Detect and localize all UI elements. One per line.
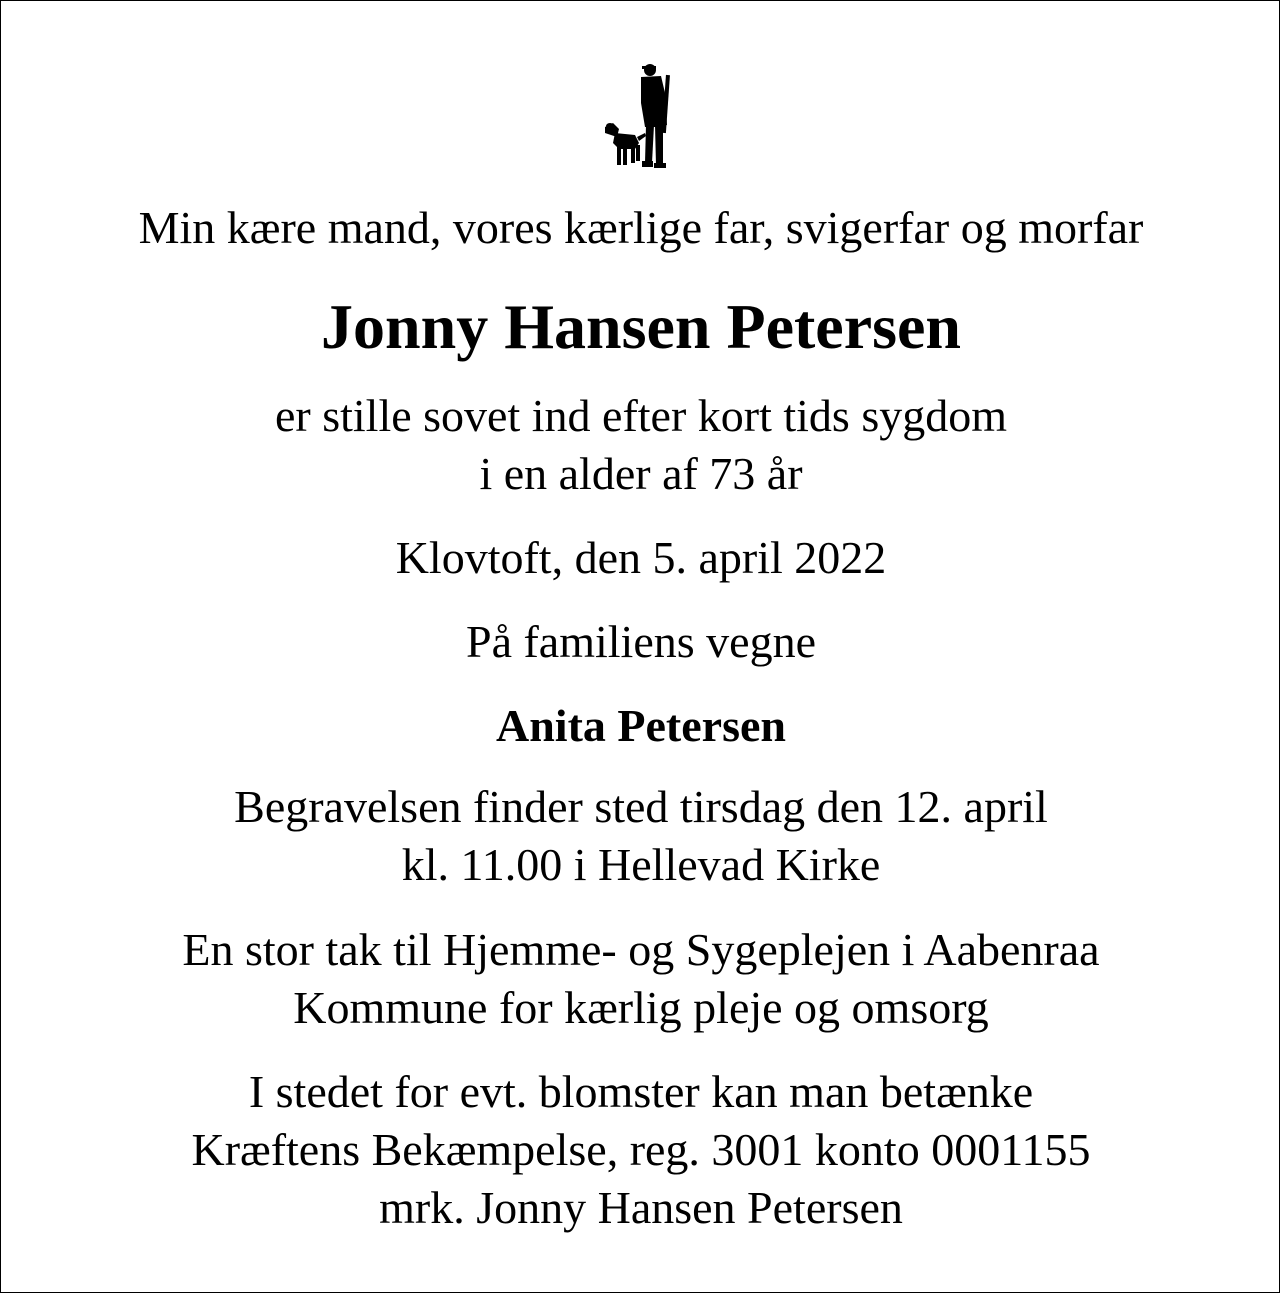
funeral-line-1: Begravelsen finder sted tirsdag den 12. april — [234, 781, 1048, 832]
donation-line-1: I stedet for evt. blomster kan man betænke — [248, 1066, 1034, 1117]
funeral-line-2: kl. 11.00 i Hellevad Kirke — [401, 839, 881, 890]
intro-line: Min kære mand, vores kærlige far, svigerfar og morfar — [138, 202, 1144, 253]
on-behalf-line: På familiens vegne — [465, 616, 816, 667]
deceased-name: Jonny Hansen Petersen — [321, 291, 961, 362]
thanks-line-2: Kommune for kærlig pleje og omsorg — [293, 982, 989, 1033]
place-date: Klovtoft, den 5. april 2022 — [395, 532, 887, 583]
donation-line-3: mrk. Jonny Hansen Petersen — [379, 1182, 903, 1233]
thanks-line-1: En stor tak til Hjemme- og Sygeplejen i Aabenraa — [182, 924, 1100, 975]
passing-line-1: er stille sovet ind efter kort tids sygdom — [274, 390, 1008, 441]
passing-line-2: i en alder af 73 år — [479, 448, 803, 499]
signer-name: Anita Petersen — [496, 700, 786, 751]
hunter-with-dog-icon — [601, 63, 681, 173]
donation-line-2: Kræftens Bekæmpelse, reg. 3001 konto 0001155 — [191, 1124, 1091, 1175]
